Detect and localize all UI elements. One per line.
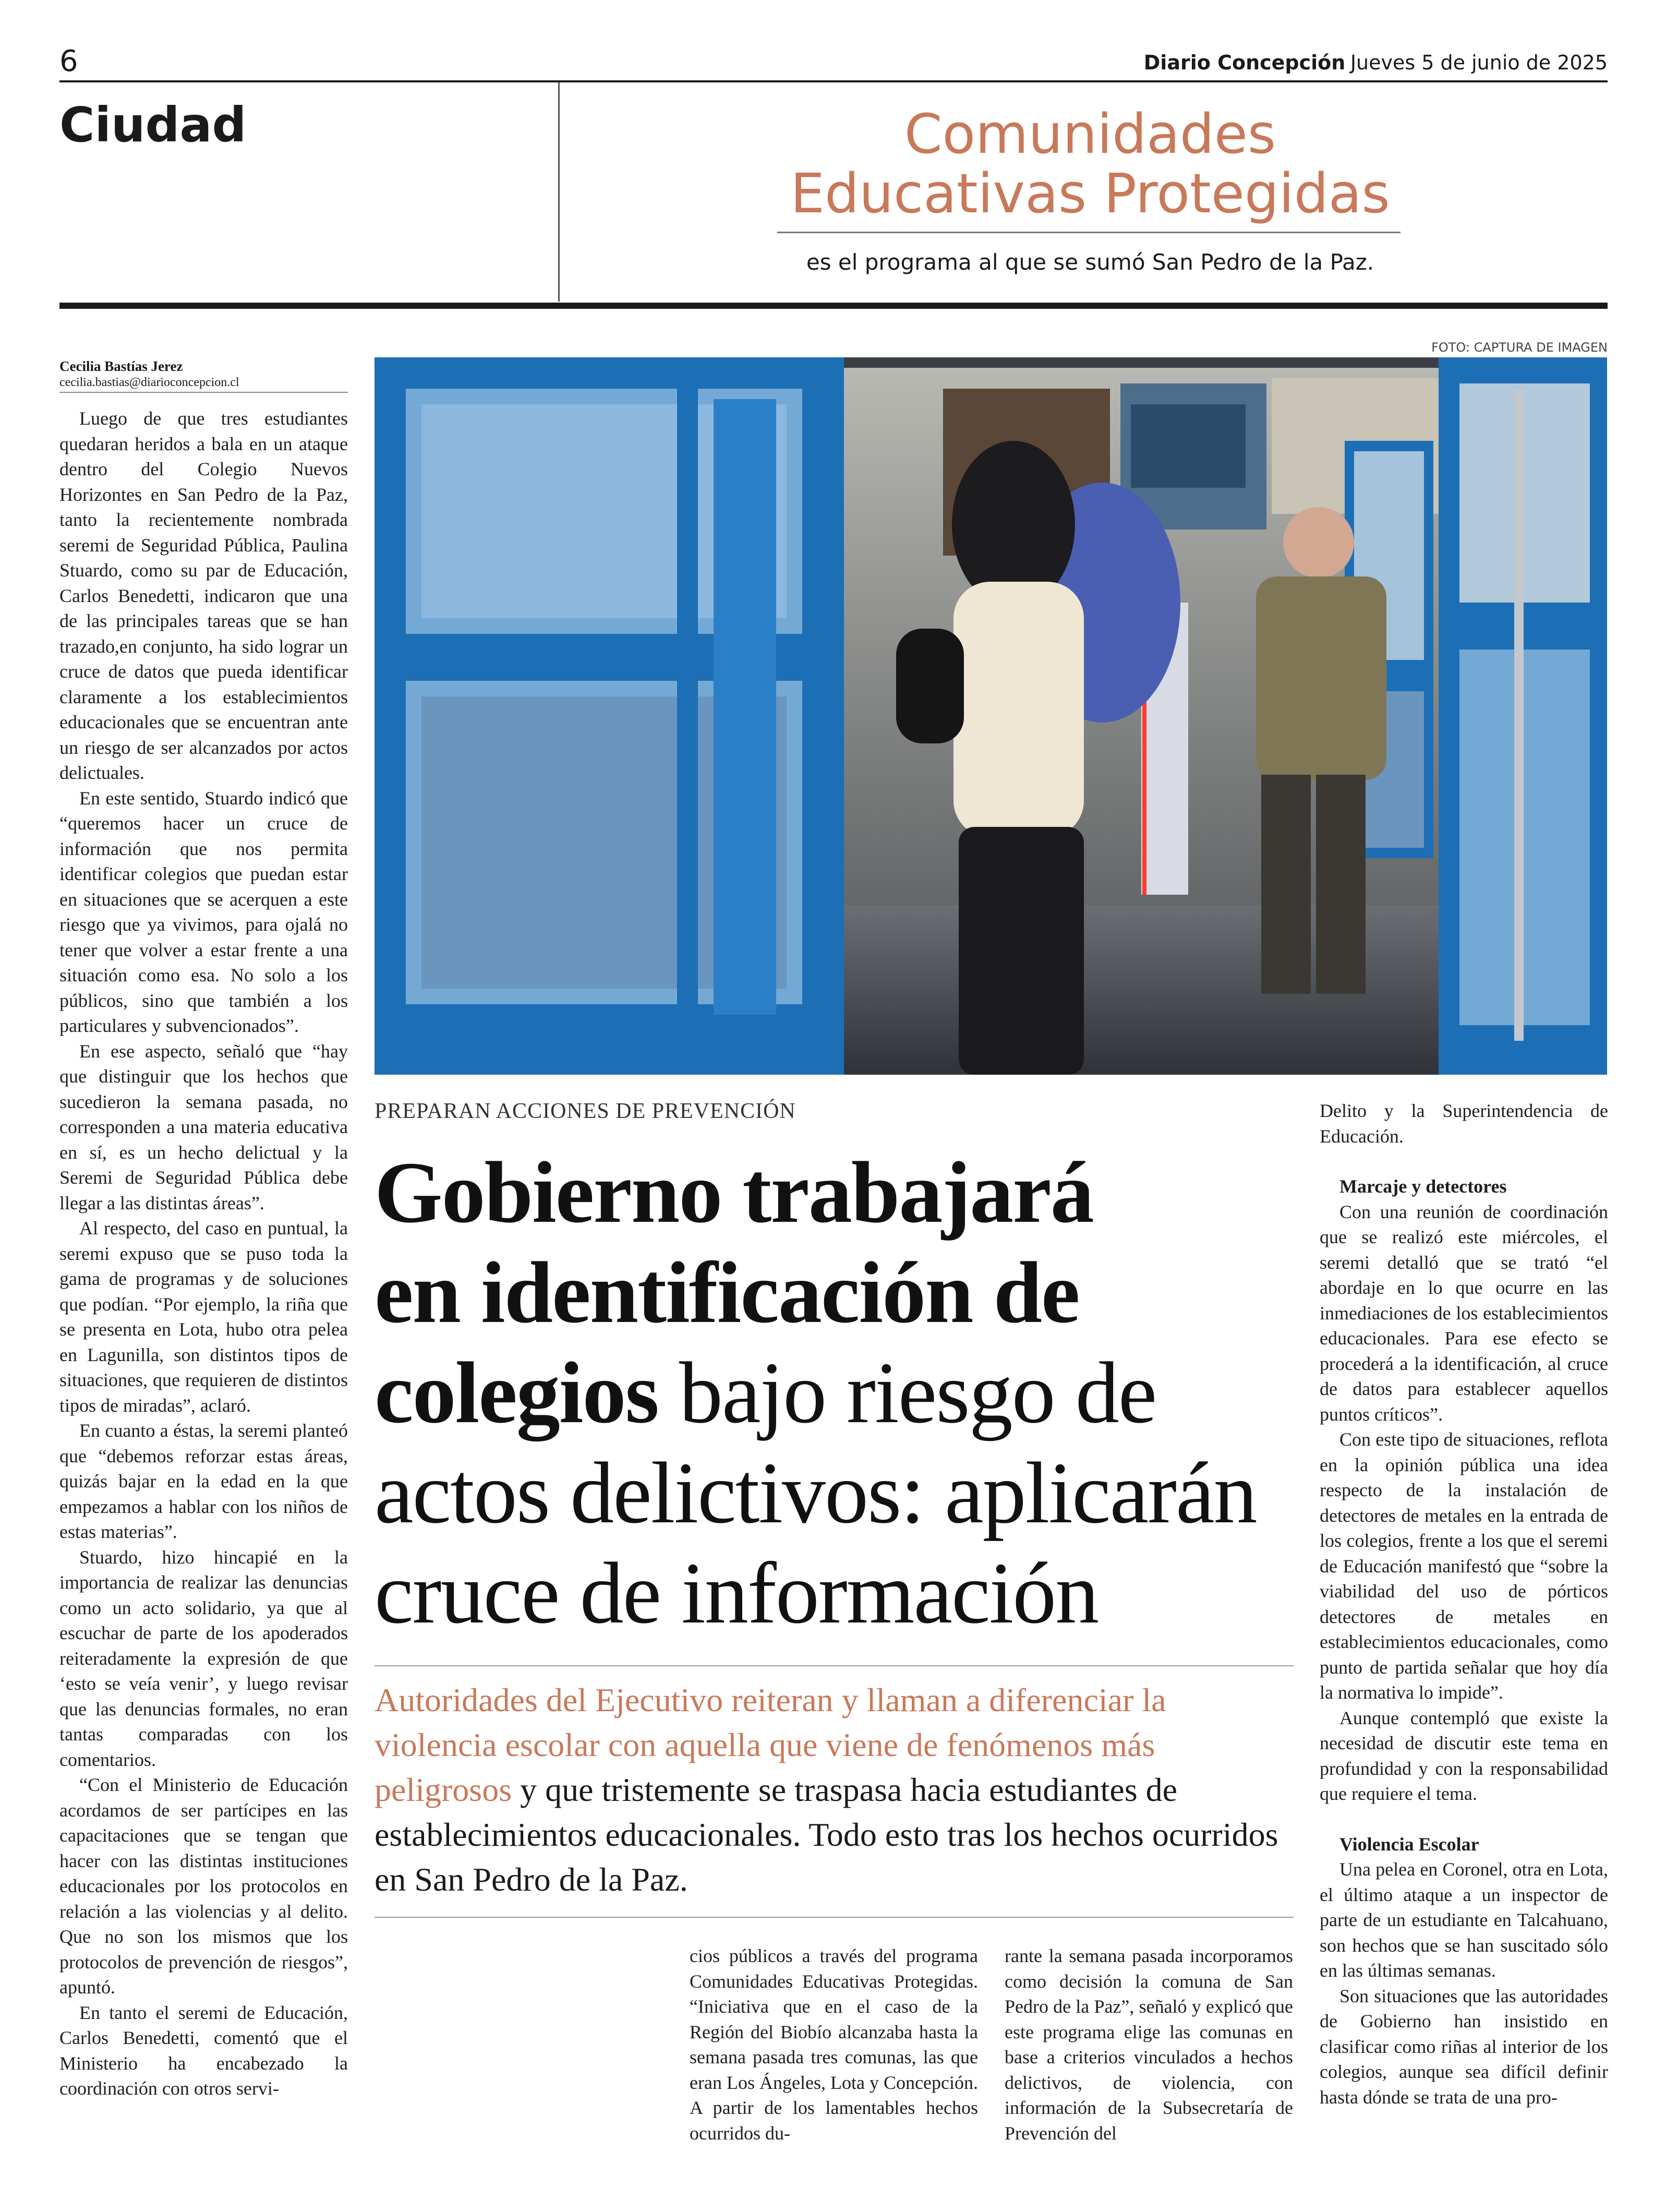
paragraph: Al respecto, del caso en puntual, la seremi expuso que se puso toda la gama de programas y de soluciones que podían. “Por ejemplo, la riña que se presenta en Lota, hubo otra pelea en Lagunilla, son distintos tipos de situaciones, que requieren de distintos tipos de miradas”, aclaró. — [59, 1218, 348, 1416]
headline — [375, 1143, 1298, 1643]
promo-title — [777, 104, 1403, 223]
byline — [59, 358, 348, 390]
headline-bold-1: Gobierno trabajará — [375, 1144, 1093, 1241]
headline-bold-2: en identificación de — [375, 1244, 1079, 1341]
article-column-1 — [59, 406, 348, 2101]
school-entrance-photo — [375, 357, 1607, 1075]
deck-top-rule — [375, 1665, 1294, 1666]
issue-date: Jueves 5 de junio de 2025 — [1350, 51, 1608, 74]
paragraph: En este sentido, Stuardo indicó que “queremos hacer un cruce de información que nos permita identificar colegios que puedan estar en situaciones que se acerquen a este riesgo que ya vivimos, para ojalá no tener que volver a estar frente a una situación como esa. No solo a los públicos, sino que también a los particulares y subvencionados”. — [59, 787, 348, 1036]
subhead-violencia: Violencia Escolar — [1339, 1833, 1479, 1855]
page-number: 6 — [59, 44, 78, 78]
photo-credit: FOTO: CAPTURA DE IMAGEN — [1431, 340, 1608, 355]
section-title: Ciudad — [59, 97, 247, 153]
paragraph: rante la semana pasada incorporamos como decisión la comuna de San Pedro de la Paz”, señaló y explicó que este programa elige las comunas en base a criterios vinculados a hechos delictivos, de violencia, con información de la Subsecretaría de Prevención del — [1005, 1945, 1293, 2144]
paragraph: Stuardo, hizo hincapié en la importancia de realizar las denuncias como un acto solidario, ya que al escuchar de parte de los apoderados reiteradamente la expresión de que ‘esto se veía venir’, y luego revisar que las denuncias formales, no eran tantas comparadas con los comentarios. — [59, 1546, 348, 1770]
article-column-3 — [1005, 1943, 1293, 2146]
header-bottom-rule — [59, 303, 1608, 309]
headline-bold-3: colegios — [375, 1344, 658, 1441]
paragraph: En ese aspecto, señaló que “hay que distinguir que los hechos que sucedieron la semana pasada, no corresponden a una materia educativa en sí, es un hecho delictual y la Seremi de Seguridad Pública debe llegar a las distintas áreas”. — [59, 1040, 348, 1213]
header-vertical-divider — [558, 82, 560, 302]
header-top-rule — [59, 80, 1608, 82]
paragraph: En tanto el seremi de Educación, Carlos Benedetti, comentó que el Ministerio ha encabezado la coordinación con otros servi- — [59, 2002, 348, 2099]
deck-rest: y que tristemente se traspasa hacia estudiantes de establecimientos educacionales. Todo esto tras los hechos ocurridos en San Pedro de la Paz. — [375, 1771, 1278, 1898]
headline-light-5: cruce de información — [375, 1545, 1098, 1642]
paragraph: “Con el Ministerio de Educación acordamos de ser partícipes en las capacitaciones que se tengan que hacer con las distintas instituciones educacionales por los protocolos en relación a las violencias y al delito. Que no son los mismos que los protocolos de prevención de riesgos”, apuntó. — [59, 1774, 348, 1998]
deck-accent: Autoridades del Ejecutivo reiteran y llaman a diferenciar la violencia escolar con aquella que viene de fenómenos más peligrosos — [375, 1681, 1166, 1808]
newspaper-name: Diario Concepción — [1143, 51, 1346, 74]
headline-light-3: bajo riesgo de — [658, 1344, 1156, 1441]
promo-title-line-1: Comunidades — [904, 102, 1276, 166]
kicker: PREPARAN ACCIONES DE PREVENCIÓN — [375, 1099, 796, 1123]
paragraph: Con este tipo de situaciones, reflota en la opinión pública una idea respecto de la instalación de detectores de metales en la entrada de los colegios, frente a los que el seremi de Educación manifestó que “sobre la viabilidad del uso de pórticos detectores de metales en establecimientos educacionales, como punto de partida señalar que hoy día la normativa lo impide”. — [1320, 1429, 1608, 1703]
article-column-2 — [690, 1943, 978, 2146]
byline-author: Cecilia Bastías Jerez — [59, 358, 183, 374]
headline-light-4: actos delictivos: aplicarán — [375, 1445, 1257, 1542]
promo-subtitle: es el programa al que se sumó San Pedro de la Paz. — [806, 249, 1374, 275]
masthead-line — [1144, 51, 1608, 75]
subhead-marcaje: Marcaje y detectores — [1339, 1176, 1507, 1197]
promo-divider — [777, 232, 1401, 233]
paragraph: Luego de que tres estudiantes quedaran heridos a bala en un ataque dentro del Colegio Nuevos Horizontes en San Pedro de la Paz, tanto la recientemente nombrada seremi de Seguridad Pública, Paulina Stuardo, como su par de Educación, Carlos Benedetti, indicaron que una de las principales tareas que se han trazado,en conjunto, ha sido lograr un cruce de datos que pueda identificar claramente a los establecimientos educacionales que se encuentran ante un riesgo de ser alcanzados por actos delictuales. — [59, 408, 348, 783]
paragraph: Con una reunión de coordinación que se realizó este miércoles, el seremi detalló que se trató “el abordaje en lo que ocurre en las inmediaciones de los establecimientos educacionales. Para ese efecto se procederá a la identificación, al cruce de datos para establecer aquellos puntos críticos”. — [1320, 1201, 1608, 1425]
article-photo — [375, 357, 1607, 1075]
paragraph: Son situaciones que las autoridades de Gobierno han insistido en clasificar como riñas al interior de los colegios, aunque sea difícil definir hasta dónde se trata de una pro- — [1320, 1985, 1608, 2108]
paragraph: Una pelea en Coronel, otra en Lota, el último ataque a un inspector de parte de un estudiante en Talcahuano, son hechos que se han suscitado sólo en las últimas semanas. — [1320, 1859, 1608, 1981]
paragraph: Delito y la Superintendencia de Educación. — [1320, 1100, 1608, 1147]
deck — [375, 1678, 1294, 1902]
deck-bottom-rule — [375, 1917, 1294, 1918]
byline-rule — [59, 392, 348, 393]
article-column-4 — [1320, 1098, 1608, 2110]
paragraph: En cuanto a éstas, la seremi planteó que “debemos reforzar estas áreas, quizás bajar en la edad en la que empezamos a hablar con los niños de estas materias”. — [59, 1420, 348, 1542]
byline-email: cecilia.bastias@diarioconcepcion.cl — [59, 376, 239, 389]
promo-title-line-2: Educativas Protegidas — [790, 162, 1390, 225]
paragraph: Aunque contempló que existe la necesidad de discutir este tema en profundidad y con la responsabilidad que requiere el tema. — [1320, 1707, 1608, 1804]
paragraph: cios públicos a través del programa Comunidades Educativas Protegidas. “Iniciativa que en el caso de la Región del Biobío alcanzaba hasta la semana pasada tres comunas, las que eran Los Ángeles, Lota y Concepción. A partir de los lamentables hechos ocurridos du- — [690, 1945, 978, 2144]
